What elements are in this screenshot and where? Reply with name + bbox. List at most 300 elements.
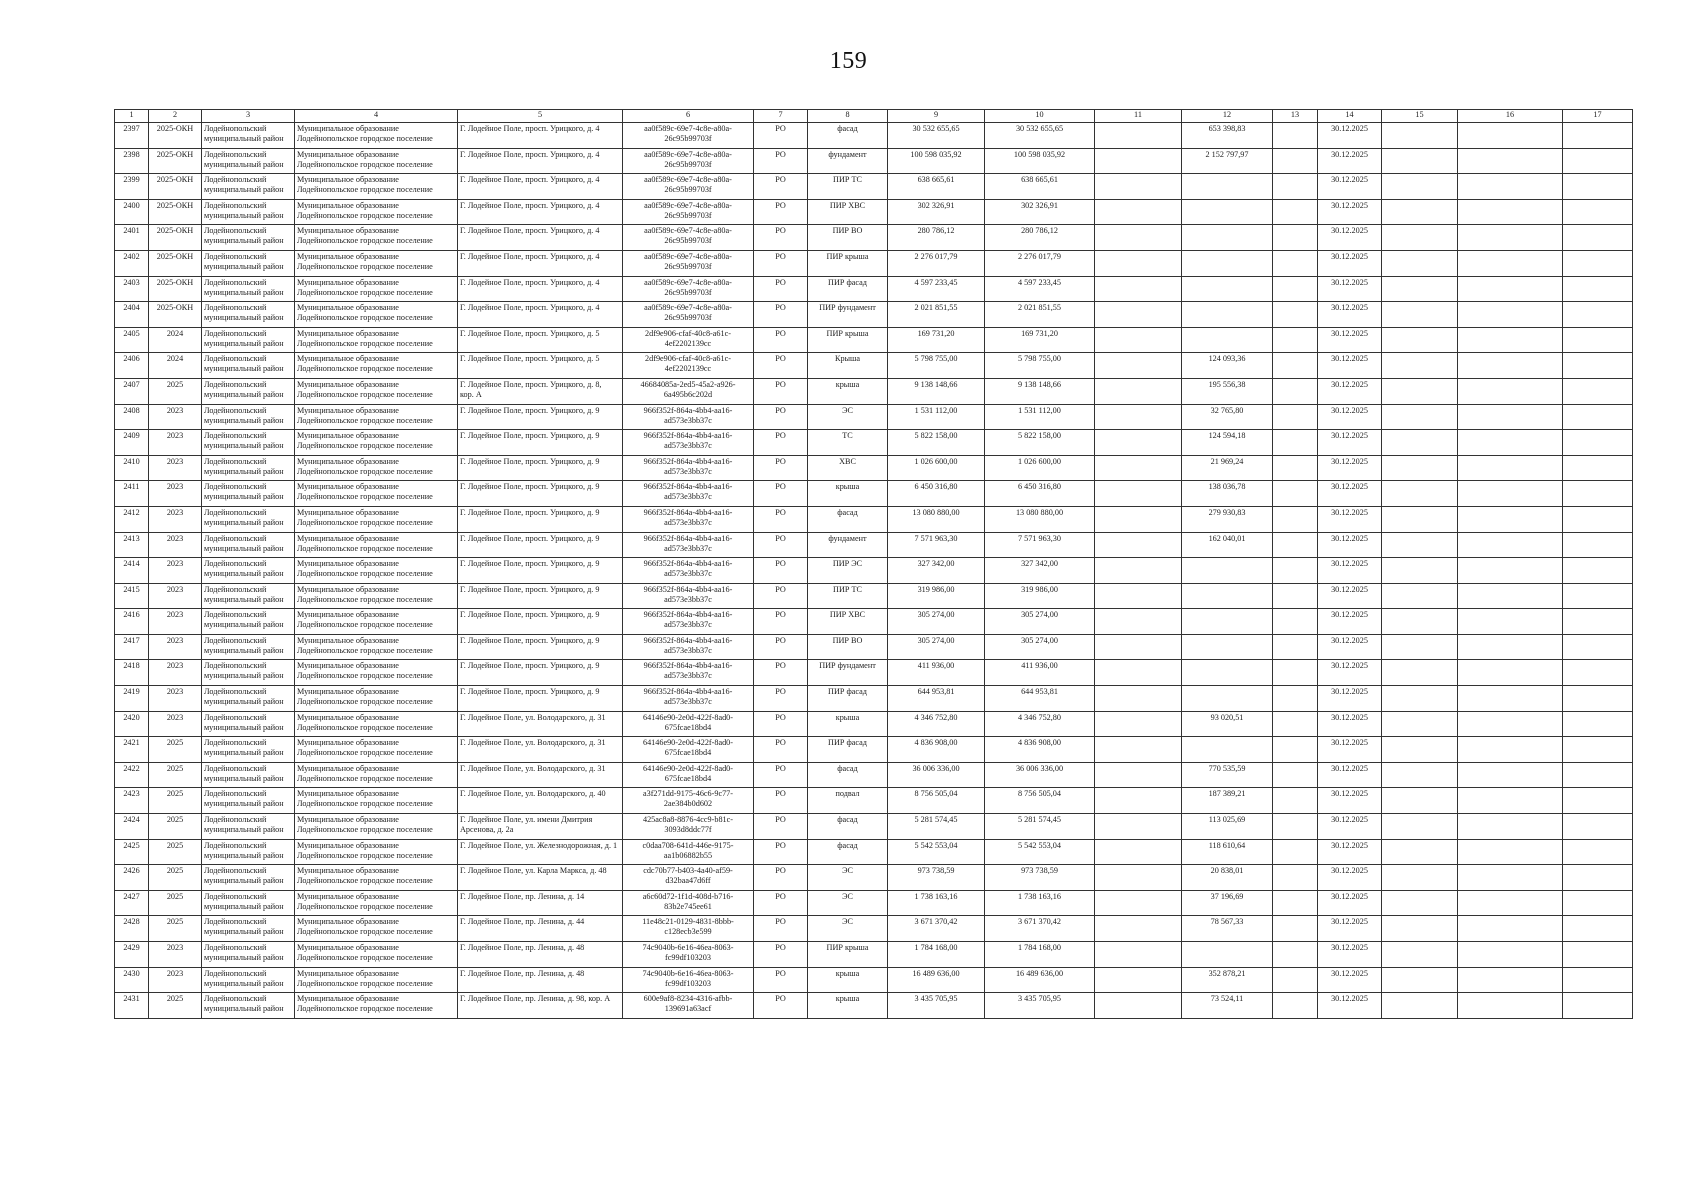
program-year-cell: 2025-ОКН [149, 123, 202, 149]
district-cell [202, 762, 295, 788]
guid-line: ad573e3bb37c [664, 671, 712, 681]
column-16-cell [1458, 506, 1563, 532]
column-16-cell [1458, 788, 1563, 814]
column-11-cell [1095, 865, 1182, 891]
table-row [115, 865, 1633, 891]
district-cell [202, 378, 295, 404]
column-11-cell [1095, 276, 1182, 302]
table-row [115, 737, 1633, 763]
municipality-cell [295, 609, 458, 635]
row-number-cell: 2423 [115, 788, 149, 814]
column-15-cell [1382, 123, 1458, 149]
column-13-cell [1273, 916, 1318, 942]
municipality-line: Лодейнопольское городское поселение [297, 697, 433, 707]
district-cell [202, 353, 295, 379]
guid-line: 64146e90-2e0d-422f-8ad0- [642, 763, 734, 773]
total-cost-cell: 30 532 655,65 [888, 123, 985, 149]
completion-date-cell: 30.12.2025 [1318, 123, 1382, 149]
district-line: Лодейнопольский [204, 431, 267, 441]
column-11-cell [1095, 353, 1182, 379]
municipality-cell [295, 327, 458, 353]
completion-date-cell: 30.12.2025 [1318, 814, 1382, 840]
total-cost-cell: 13 080 880,00 [888, 506, 985, 532]
district-cell [202, 404, 295, 430]
district-cell [202, 865, 295, 891]
column-12-cell: 118 610,64 [1182, 839, 1273, 865]
column-16-cell [1458, 302, 1563, 328]
column-17-cell [1563, 865, 1633, 891]
completion-date-cell: 30.12.2025 [1318, 890, 1382, 916]
municipality-cell [295, 993, 458, 1019]
guid-line: 46684085a-2ed5-45a2-a926- [640, 379, 736, 389]
source-cell: РО [754, 404, 808, 430]
guid-line: 966f352f-864a-4bb4-aa16- [643, 431, 733, 441]
source-cell: РО [754, 378, 808, 404]
program-year-cell: 2025 [149, 916, 202, 942]
completion-date-cell: 30.12.2025 [1318, 532, 1382, 558]
house-guid-cell [623, 839, 754, 865]
district-line: муниципальный район [204, 927, 284, 937]
column-13-cell [1273, 737, 1318, 763]
district-line: Лодейнопольский [204, 840, 267, 850]
district-line: муниципальный район [204, 978, 284, 988]
column-12-cell: 195 556,38 [1182, 378, 1273, 404]
row-number-cell: 2426 [115, 865, 149, 891]
house-guid-cell [623, 814, 754, 840]
column-12-cell: 352 878,21 [1182, 967, 1273, 993]
work-type-cell: фасад [808, 506, 888, 532]
column-17-cell [1563, 455, 1633, 481]
source-cell: РО [754, 327, 808, 353]
work-type-cell: фасад [808, 123, 888, 149]
column-11-cell [1095, 250, 1182, 276]
municipality-line: Лодейнопольское городское поселение [297, 236, 433, 246]
table-row [115, 839, 1633, 865]
row-number-cell: 2412 [115, 506, 149, 532]
source-cell: РО [754, 660, 808, 686]
work-type-cell: ПИР ХВС [808, 199, 888, 225]
program-year-cell: 2025-ОКН [149, 250, 202, 276]
district-line: муниципальный район [204, 492, 284, 502]
total-cost-cell: 319 986,00 [888, 583, 985, 609]
column-16-cell [1458, 634, 1563, 660]
house-guid-cell [623, 660, 754, 686]
municipality-line: Муниципальное образование [297, 584, 399, 594]
completion-date-cell: 30.12.2025 [1318, 660, 1382, 686]
fund-cost-cell: 1 531 112,00 [985, 404, 1095, 430]
row-number-cell: 2422 [115, 762, 149, 788]
work-type-cell: ПИР ВО [808, 225, 888, 251]
column-12-cell: 113 025,69 [1182, 814, 1273, 840]
municipality-cell [295, 455, 458, 481]
source-cell: РО [754, 788, 808, 814]
address-cell [458, 123, 623, 149]
address-cell [458, 993, 623, 1019]
municipality-cell [295, 532, 458, 558]
completion-date-cell: 30.12.2025 [1318, 199, 1382, 225]
column-15-cell [1382, 865, 1458, 891]
column-12-cell: 32 765,80 [1182, 404, 1273, 430]
column-13-cell [1273, 148, 1318, 174]
district-line: муниципальный район [204, 671, 284, 681]
table-row [115, 250, 1633, 276]
source-cell: РО [754, 762, 808, 788]
address-cell [458, 967, 623, 993]
district-cell [202, 942, 295, 968]
row-number-cell: 2425 [115, 839, 149, 865]
fund-cost-cell: 36 006 336,00 [985, 762, 1095, 788]
column-11-cell [1095, 327, 1182, 353]
address-cell [458, 506, 623, 532]
column-16-cell [1458, 174, 1563, 200]
column-11-cell [1095, 839, 1182, 865]
municipality-line: Муниципальное образование [297, 891, 399, 901]
municipality-cell [295, 967, 458, 993]
table-row [115, 174, 1633, 200]
municipality-cell [295, 660, 458, 686]
guid-line: 26c95b99703f [664, 159, 712, 169]
municipality-line: Муниципальное образование [297, 559, 399, 569]
municipality-line: Лодейнопольское городское поселение [297, 927, 433, 937]
column-16-cell [1458, 993, 1563, 1019]
column-15-cell [1382, 532, 1458, 558]
address-line: Г. Лодейное Поле, просп. Урицкого, д. 9 [460, 405, 600, 415]
municipality-line: Муниципальное образование [297, 815, 399, 825]
municipality-line: Лодейнопольское городское поселение [297, 261, 433, 271]
address-line: Г. Лодейное Поле, ул. имени Дмитрия [460, 815, 593, 825]
guid-line: 966f352f-864a-4bb4-aa16- [643, 559, 733, 569]
program-year-cell: 2023 [149, 404, 202, 430]
municipality-line: Муниципальное образование [297, 200, 399, 210]
row-number-cell: 2405 [115, 327, 149, 353]
district-cell [202, 481, 295, 507]
district-line: муниципальный район [204, 799, 284, 809]
district-line: Лодейнопольский [204, 687, 267, 697]
guid-line: aa0f589c-69e7-4c8e-a80a- [644, 251, 732, 261]
total-cost-cell: 305 274,00 [888, 609, 985, 635]
district-line: муниципальный район [204, 415, 284, 425]
row-number-cell: 2415 [115, 583, 149, 609]
program-year-cell: 2025-ОКН [149, 225, 202, 251]
municipality-line: Лодейнопольское городское поселение [297, 134, 433, 143]
completion-date-cell: 30.12.2025 [1318, 430, 1382, 456]
total-cost-cell: 7 571 963,30 [888, 532, 985, 558]
work-type-cell: крыша [808, 378, 888, 404]
column-12-cell [1182, 250, 1273, 276]
work-type-cell: подвал [808, 788, 888, 814]
address-line: Г. Лодейное Поле, просп. Урицкого, д. 9 [460, 456, 600, 466]
district-line: Лодейнопольский [204, 277, 267, 287]
guid-line: 83b2e745ee61 [664, 901, 712, 911]
guid-line: aa0f589c-69e7-4c8e-a80a- [644, 226, 732, 236]
district-line: Лодейнопольский [204, 149, 267, 159]
column-15-cell [1382, 506, 1458, 532]
column-15-cell [1382, 558, 1458, 584]
work-type-cell: ПИР ВО [808, 634, 888, 660]
column-header-7: 7 [754, 110, 808, 123]
district-line: Лодейнопольский [204, 226, 267, 236]
address-line: Г. Лодейное Поле, ул. Володарского, д. 31 [460, 712, 606, 722]
column-header-2: 2 [149, 110, 202, 123]
column-17-cell [1563, 814, 1633, 840]
table-row [115, 788, 1633, 814]
column-16-cell [1458, 404, 1563, 430]
municipality-line: Лодейнопольское городское поселение [297, 850, 433, 860]
column-15-cell [1382, 302, 1458, 328]
municipality-cell [295, 762, 458, 788]
fund-cost-cell: 3 671 370,42 [985, 916, 1095, 942]
guid-line: 3093d8ddc77f [664, 825, 712, 835]
work-type-cell: ПИР ТС [808, 583, 888, 609]
column-13-cell [1273, 378, 1318, 404]
column-11-cell [1095, 199, 1182, 225]
district-line: муниципальный район [204, 543, 284, 553]
district-cell [202, 916, 295, 942]
municipality-line: Лодейнопольское городское поселение [297, 978, 433, 988]
fund-cost-cell: 5 798 755,00 [985, 353, 1095, 379]
district-line: Лодейнопольский [204, 303, 267, 313]
table-row [115, 890, 1633, 916]
municipality-line: Муниципальное образование [297, 635, 399, 645]
column-12-cell: 73 524,11 [1182, 993, 1273, 1019]
house-guid-cell [623, 250, 754, 276]
district-line: Лодейнопольский [204, 943, 267, 952]
municipality-cell [295, 174, 458, 200]
row-number-cell: 2411 [115, 481, 149, 507]
column-17-cell [1563, 430, 1633, 456]
district-line: муниципальный район [204, 261, 284, 271]
municipality-line: Муниципальное образование [297, 431, 399, 441]
municipality-cell [295, 839, 458, 865]
column-12-cell [1182, 583, 1273, 609]
district-line: Лодейнопольский [204, 610, 267, 620]
column-11-cell [1095, 302, 1182, 328]
column-13-cell [1273, 430, 1318, 456]
column-13-cell [1273, 225, 1318, 251]
fund-cost-cell: 1 738 163,16 [985, 890, 1095, 916]
guid-line: 139691a63acf [664, 1004, 712, 1014]
column-12-cell [1182, 609, 1273, 635]
column-15-cell [1382, 737, 1458, 763]
source-cell: РО [754, 993, 808, 1019]
column-11-cell [1095, 174, 1182, 200]
column-16-cell [1458, 558, 1563, 584]
guid-line: ad573e3bb37c [664, 441, 712, 451]
column-13-cell [1273, 199, 1318, 225]
table-row [115, 123, 1633, 149]
column-11-cell [1095, 890, 1182, 916]
page-number: 159 [829, 48, 868, 74]
source-cell: РО [754, 839, 808, 865]
municipality-line: Лодейнопольское городское поселение [297, 210, 433, 220]
fund-cost-cell: 327 342,00 [985, 558, 1095, 584]
address-cell [458, 558, 623, 584]
source-cell: РО [754, 123, 808, 149]
table-row [115, 762, 1633, 788]
address-cell [458, 814, 623, 840]
district-line: муниципальный район [204, 697, 284, 707]
work-type-cell: ПИР крыша [808, 942, 888, 968]
work-type-cell: ПИР фундамент [808, 302, 888, 328]
source-cell: РО [754, 353, 808, 379]
source-cell: РО [754, 967, 808, 993]
district-cell [202, 123, 295, 149]
district-line: Лодейнопольский [204, 456, 267, 466]
column-13-cell [1273, 865, 1318, 891]
municipality-cell [295, 583, 458, 609]
column-15-cell [1382, 788, 1458, 814]
address-cell [458, 404, 623, 430]
district-cell [202, 737, 295, 763]
column-13-cell [1273, 455, 1318, 481]
total-cost-cell: 169 731,20 [888, 327, 985, 353]
total-cost-cell: 36 006 336,00 [888, 762, 985, 788]
source-cell: РО [754, 225, 808, 251]
column-11-cell [1095, 634, 1182, 660]
district-line: Лодейнопольский [204, 379, 267, 389]
guid-line: 26c95b99703f [664, 287, 712, 297]
total-cost-cell: 3 435 705,95 [888, 993, 985, 1019]
column-12-cell [1182, 174, 1273, 200]
source-cell: РО [754, 814, 808, 840]
district-cell [202, 148, 295, 174]
district-line: муниципальный район [204, 517, 284, 527]
work-type-cell: ПИР фундамент [808, 660, 888, 686]
row-number-cell: 2419 [115, 686, 149, 712]
total-cost-cell: 327 342,00 [888, 558, 985, 584]
column-15-cell [1382, 634, 1458, 660]
guid-line: 74c9040b-6e16-46ea-8063- [642, 968, 734, 978]
source-cell: РО [754, 455, 808, 481]
house-guid-cell [623, 506, 754, 532]
address-cell [458, 865, 623, 891]
address-cell [458, 327, 623, 353]
municipality-line: Муниципальное образование [297, 994, 399, 1004]
source-cell: РО [754, 890, 808, 916]
row-number-cell: 2421 [115, 737, 149, 763]
total-cost-cell: 973 738,59 [888, 865, 985, 891]
program-year-cell: 2025 [149, 993, 202, 1019]
column-11-cell [1095, 737, 1182, 763]
municipality-line: Лодейнопольское городское поселение [297, 159, 433, 169]
column-16-cell [1458, 814, 1563, 840]
completion-date-cell: 30.12.2025 [1318, 250, 1382, 276]
district-cell [202, 430, 295, 456]
address-line: Г. Лодейное Поле, просп. Урицкого, д. 9 [460, 610, 600, 620]
completion-date-cell: 30.12.2025 [1318, 583, 1382, 609]
column-15-cell [1382, 993, 1458, 1019]
guid-line: 4ef2202139cc [664, 338, 712, 348]
source-cell: РО [754, 583, 808, 609]
source-cell: РО [754, 481, 808, 507]
address-line: Г. Лодейное Поле, просп. Урицкого, д. 4 [460, 124, 600, 133]
column-17-cell [1563, 942, 1633, 968]
program-year-cell: 2025 [149, 788, 202, 814]
municipality-line: Муниципальное образование [297, 507, 399, 517]
completion-date-cell: 30.12.2025 [1318, 558, 1382, 584]
column-17-cell [1563, 199, 1633, 225]
source-cell: РО [754, 942, 808, 968]
column-13-cell [1273, 967, 1318, 993]
program-year-cell: 2025 [149, 865, 202, 891]
district-cell [202, 532, 295, 558]
total-cost-cell: 2 021 851,55 [888, 302, 985, 328]
table-row [115, 327, 1633, 353]
total-cost-cell: 5 798 755,00 [888, 353, 985, 379]
district-line: муниципальный район [204, 569, 284, 579]
row-number-cell: 2414 [115, 558, 149, 584]
column-13-cell [1273, 583, 1318, 609]
fund-cost-cell: 9 138 148,66 [985, 378, 1095, 404]
guid-line: 64146e90-2e0d-422f-8ad0- [642, 712, 734, 722]
row-number-cell: 2407 [115, 378, 149, 404]
fund-cost-cell: 973 738,59 [985, 865, 1095, 891]
column-13-cell [1273, 481, 1318, 507]
column-15-cell [1382, 814, 1458, 840]
column-header-16: 16 [1458, 110, 1563, 123]
municipality-line: Лодейнопольское городское поселение [297, 364, 433, 374]
row-number-cell: 2398 [115, 148, 149, 174]
district-line: муниципальный район [204, 287, 284, 297]
address-line: Г. Лодейное Поле, просп. Урицкого, д. 4 [460, 200, 600, 210]
guid-line: 425ac8a8-8876-4cc9-b81c- [642, 815, 734, 825]
column-12-cell: 162 040,01 [1182, 532, 1273, 558]
table-row [115, 404, 1633, 430]
district-line: Лодейнопольский [204, 866, 267, 876]
program-year-cell: 2025 [149, 737, 202, 763]
program-year-cell: 2023 [149, 609, 202, 635]
address-cell [458, 532, 623, 558]
column-11-cell [1095, 814, 1182, 840]
municipality-cell [295, 916, 458, 942]
district-cell [202, 506, 295, 532]
program-year-cell: 2025-ОКН [149, 302, 202, 328]
column-11-cell [1095, 711, 1182, 737]
municipality-line: Лодейнопольское городское поселение [297, 569, 433, 579]
municipality-line: Муниципальное образование [297, 610, 399, 620]
completion-date-cell: 30.12.2025 [1318, 967, 1382, 993]
column-13-cell [1273, 711, 1318, 737]
guid-line: 11e48c21-0129-4831-8bbb- [642, 917, 734, 927]
district-cell [202, 199, 295, 225]
address-line: Г. Лодейное Поле, пр. Ленина, д. 44 [460, 917, 585, 927]
column-13-cell [1273, 788, 1318, 814]
program-year-cell: 2024 [149, 353, 202, 379]
district-line: муниципальный район [204, 338, 284, 348]
column-15-cell [1382, 609, 1458, 635]
column-12-cell: 187 389,21 [1182, 788, 1273, 814]
address-line: Г. Лодейное Поле, просп. Урицкого, д. 8, [460, 379, 602, 389]
guid-line: 966f352f-864a-4bb4-aa16- [643, 507, 733, 517]
municipality-cell [295, 225, 458, 251]
completion-date-cell: 30.12.2025 [1318, 839, 1382, 865]
house-guid-cell [623, 302, 754, 328]
house-guid-cell [623, 788, 754, 814]
district-line: муниципальный район [204, 466, 284, 476]
address-line: Г. Лодейное Поле, просп. Урицкого, д. 9 [460, 533, 600, 543]
address-cell [458, 660, 623, 686]
column-11-cell [1095, 225, 1182, 251]
completion-date-cell: 30.12.2025 [1318, 942, 1382, 968]
column-13-cell [1273, 814, 1318, 840]
total-cost-cell: 4 836 908,00 [888, 737, 985, 763]
column-11-cell [1095, 430, 1182, 456]
total-cost-cell: 6 450 316,80 [888, 481, 985, 507]
column-header-11: 11 [1095, 110, 1182, 123]
address-line: Г. Лодейное Поле, просп. Урицкого, д. 4 [460, 226, 600, 236]
municipality-cell [295, 865, 458, 891]
fund-cost-cell: 2 021 851,55 [985, 302, 1095, 328]
